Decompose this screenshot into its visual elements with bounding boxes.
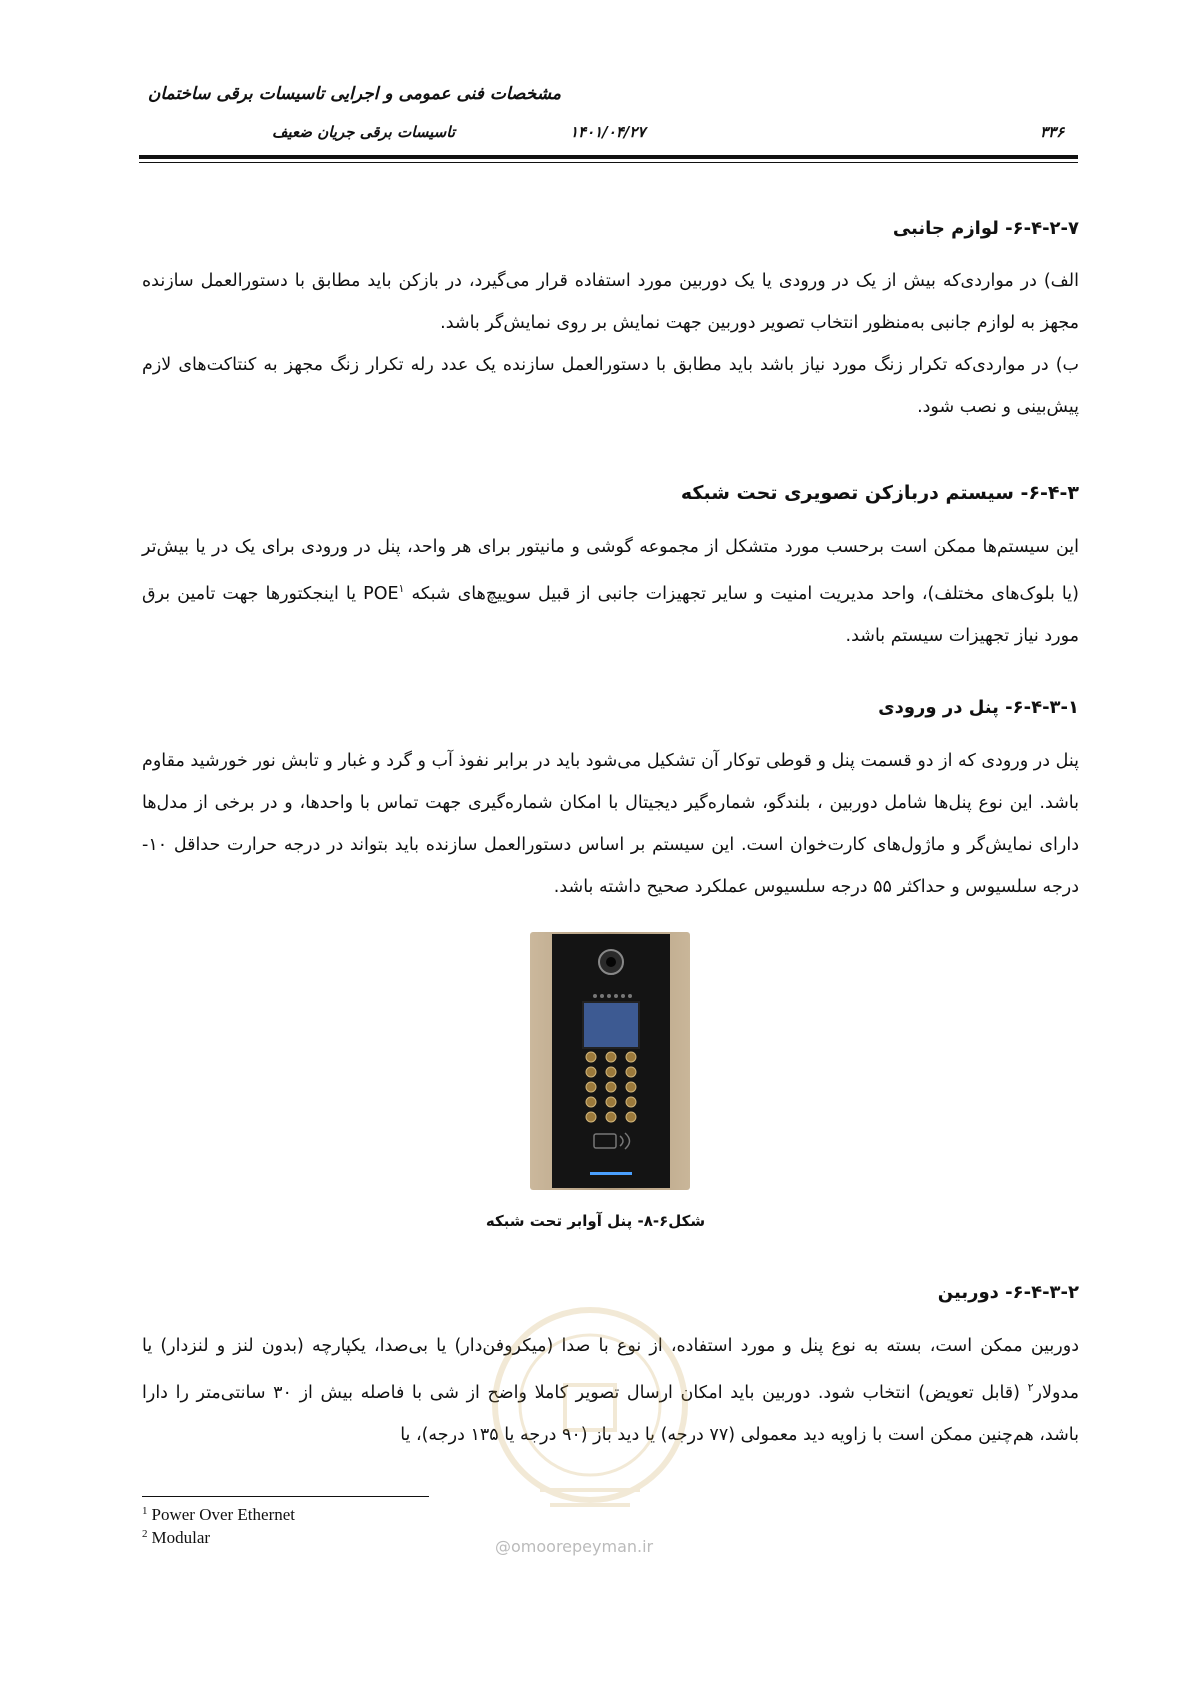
display-screen [583,1002,639,1048]
watermark-emblem [480,1290,700,1540]
header-rule [139,155,1078,159]
paragraph-text: پنل در ورودی که از دو قسمت پنل و قوطی توکار آن تشکیل می‌شود باید در برابر نفوذ آب و گرد و غبار و تابش نور خورشید مقاوم باشد. این نوع پنل‌ها شامل دوربین ، بلندگو، شماره‌گیر دیجیتال با امکان شماره‌گیری جهت تماس با واحدها، و در برخی از مدل‌ها دارای نمایش‌گر و ماژول‌های کارت‌خوان است. این سیستم بر اساس دستورالعمل سازنده باید بتواند در درجه حرارت حداقل ۱۰- درجه سلسیوس و حداکثر ۵۵ درجه سلسیوس عملکرد صحیح داشته باشد. [142,751,1079,897]
footnote-ref-1: ۱ [398,582,405,595]
heading-entrance-panel: ۶-۴-۳-۱- پنل در ورودی [878,697,1079,718]
poe-term: POE [363,583,399,604]
footnote-text: Modular [151,1528,211,1547]
intercom-panel-image [530,932,690,1192]
page-number: ۳۳۶ [1040,123,1065,141]
camera-pupil [606,957,616,967]
paragraph-a: الف) در مواردی‌که بیش از یک در ورودی یا یک دوربین مورد استفاده قرار می‌گیرد، در بازکن باید مطابق با دستورالعمل سازنده مجهز به لوازم جانبی به‌منظور انتخاب تصویر دوربین جهت نمایش بر روی نمایش‌گر باشد. [142,271,1079,333]
heading-camera: ۶-۴-۳-۲- دوربین [937,1282,1079,1303]
figure-caption: شکل۶-۸- پنل آوابر تحت شبکه [485,1212,706,1230]
section-title: تاسیسات برقی جریان ضعیف [271,123,455,141]
footnote-separator [142,1496,429,1497]
document-title: مشخصات فنی عمومی و اجرایی تاسیسات برقی ساختمان [147,84,561,104]
header-date: ۱۴۰۱/۰۴/۲۷ [570,123,646,141]
paragraph-entrance-panel [142,740,1079,908]
status-led [590,1172,632,1175]
watermark-seal [480,1290,700,1540]
footnote-number: 1 [142,1505,148,1517]
paragraph-text: (قابل تعویض) انتخاب شود. دوربین باید امکان ارسال تصویر کاملا واضح از شی با فاصله بیش از ۳۰ سانتی‌متر را دارا باشد، هم‌چنین ممکن است با زاویه دید معمولی (۷۷ درجه) یا دید باز (۹۰ درجه یا ۱۳۵ درجه)، یا [142,1382,1079,1445]
footnote-ref-2: ۲ [1027,1381,1034,1394]
watermark-text: @omoorepeyman.ir [495,1537,654,1556]
paragraph-text: دوربین ممکن است، بسته به نوع پنل و مورد استفاده، از نوع با صدا (میکروفن‌دار) یا بی‌صدا، یکپارچه (بدون لنز و لنزدار) یا مدولار [142,1336,1079,1403]
intercom-panel-drawing [530,932,690,1192]
header-rule-thin [139,162,1078,163]
heading-accessories: ۶-۴-۲-۷- لوازم جانبی [892,218,1079,239]
paragraph-text: یا اینجکتورها جهت تامین برق مورد نیاز تجهیزات سیستم باشد. [142,583,1079,646]
paragraph-b: ب) در مواردی‌که تکرار زنگ مورد نیاز باشد باید مطابق با دستورالعمل سازنده یک عدد رله تکرار زنگ مجهز به کنتاکت‌های لازم پیش‌بینی و نصب شود. [142,355,1079,417]
footnote-2 [142,1523,210,1549]
footnote-number: 2 [142,1528,148,1540]
paragraph-text: این سیستم‌ها ممکن است برحسب مورد متشکل از مجموعه گوشی و مانیتور برای هر واحد، پنل در ورودی برای یک در یا بیش‌تر (یا بلوک‌های مختلف)، واحد مدیریت امنیت و سایر تجهیزات جانبی از قبیل سوییچ‌های شبکه [142,537,1079,604]
heading-network-video-intercom: ۶-۴-۳- سیستم دربازکن تصویری تحت شبکه [680,482,1079,504]
paragraph-accessories [142,260,1079,428]
footnote-text: Power Over Ethernet [151,1505,296,1524]
paragraph-network-system [142,526,1079,657]
